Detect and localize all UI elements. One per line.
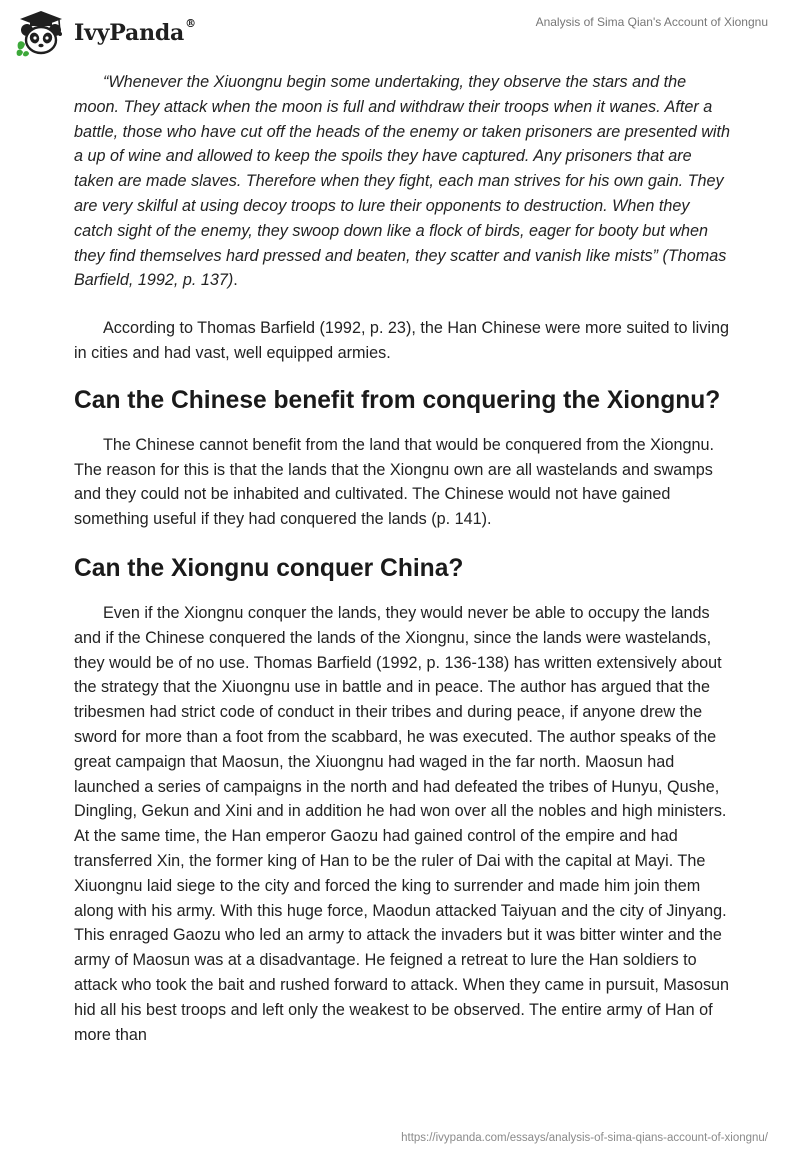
quote-text: “Whenever the Xiuongnu begin some undertaking, they observe the stars and the moon. They attack when the moon is full and withdraw their troops when it wanes. After a battle, those who have cut off the heads of the enemy or taken prisoners are presented with a up of wine and allowed to keep the spoils they have captured. Any prisoners that are taken are made slaves. Therefore when they fight, each man strives for his own gain. They are very skilful at using decoy troops to lure their opponents to destruction. When they catch sight of the enemy, they swoop down like a flock of birds, eager for booty but when they find themselves hard pressed and beaten, they scatter and vanish like mists” (Thomas Barfield, 1992, p. 137) — [74, 73, 730, 290]
ivypanda-logo[interactable] — [14, 8, 196, 58]
registered-mark: ® — [185, 17, 196, 30]
brand-name: IvyPanda® — [74, 17, 196, 46]
section-heading-chinese-benefit: Can the Chinese benefit from conquering the Xiongnu? — [74, 386, 721, 414]
paragraph-xiongnu-conquer: Even if the Xiongnu conquer the lands, they would never be able to occupy the lands and if the Chinese conquered the lands of the Xiongnu, since the lands were wastelands, they would be of no use. Thomas Barfield (1992, p. 136-138) has written extensively about the strategy that the Xiuongnu use in battle and in peace. The author has argued that the tribesmen had strict code of conduct in their tribes and during peace, if anyone drew the sword for more than a foot from the scabbard, he was executed. The author speaks of the great campaign that Maosun, the Xiuongnu had waged in the far north. Maosun had launched a series of campaigns in the north and had defeated the tribes of Hunyu, Qushe, Dingling, Gekun and Xini and in addition he had won over all the nobles and high ministers. At the same time, the Han emperor Gaozu had gained control of the empire and had transferred Xin, the former king of Han to be the ruler of Dai with the capital at Mayi. The Xiuongnu laid siege to the city and forced the king to surrender and made him join them along with his army. With this huge force, Maodun attacked Taiyuan and the city of Jinyang. This enraged Gaozu who led an army to attack the invaders but it was bitter winter and the army of Maosun was at a disadvantage. He feigned a retreat to lure the Han soldiers to attack who took the bait and rushed forward to attack. When they came in pursuit, Masosun hid all his best troops and left only the weakest to be observed. The entire army of Han of more than — [74, 603, 730, 1044]
page-header — [0, 0, 800, 64]
paragraph-barfield-han: According to Thomas Barfield (1992, p. 23), the Han Chinese were more suited to living in cities and had vast, well equipped armies. — [74, 319, 729, 362]
panda-graduate-logo-icon — [14, 8, 68, 58]
paragraph-chinese-benefit: The Chinese cannot benefit from the land that would be conquered from the Xiongnu. The reason for this is that the lands that the Xiongnu own are all wastelands and swamps and they could not be inhabited and cultivated. The Chinese would not have gained something useful if they had conquered the lands (p. 141). — [74, 435, 715, 529]
quote-tail: . — [233, 271, 238, 290]
document-title: Analysis of Sima Qian's Account of Xiongnu — [535, 15, 768, 29]
block-quote — [74, 70, 730, 293]
essay-content — [74, 70, 730, 1047]
source-url[interactable]: https://ivypanda.com/essays/analysis-of-sima-qians-account-of-xiongnu/ — [401, 1132, 768, 1144]
section-heading-xiongnu-conquer: Can the Xiongnu conquer China? — [74, 554, 464, 582]
